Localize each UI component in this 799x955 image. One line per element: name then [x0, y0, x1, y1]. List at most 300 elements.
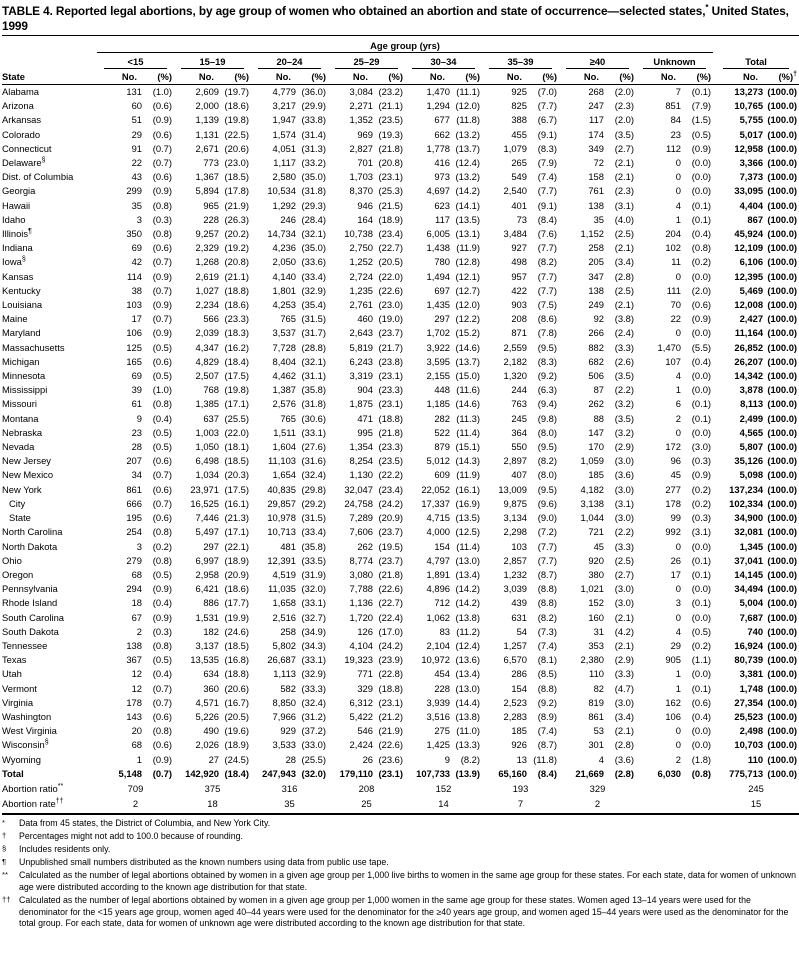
- pct-cell: (17.0): [378, 625, 403, 637]
- footnote-text: Percentages might not add to 100.0 because of rounding.: [19, 831, 243, 842]
- no-cell: 110: [589, 668, 604, 680]
- no-cell: 2,671: [195, 142, 219, 154]
- no-cell: 5,098: [739, 469, 764, 481]
- no-cell: 54: [516, 625, 527, 637]
- no-cell: 1: [136, 753, 142, 765]
- table-header: [2, 36, 799, 85]
- no-cell: 367: [126, 654, 142, 666]
- no-cell: 460: [357, 313, 373, 325]
- pct-cell: (21.1): [224, 270, 249, 282]
- pct-cell: (2.1): [614, 171, 634, 183]
- no-cell: 4,519: [272, 568, 296, 580]
- pct-cell: (37.2): [301, 725, 326, 737]
- pct-cell: (0.9): [152, 583, 172, 595]
- table-row: [2, 241, 799, 255]
- pct-cell: (0.0): [691, 668, 712, 680]
- no-cell: 439: [511, 597, 527, 609]
- no-cell: 28: [131, 441, 142, 453]
- pct-cell: (8.3): [537, 355, 557, 367]
- no-cell: 40,835: [267, 483, 296, 495]
- pct-column-header: (%): [373, 69, 405, 85]
- no-cell: 995: [357, 426, 373, 438]
- pct-cell: (3.1): [614, 497, 634, 509]
- no-cell: 22: [131, 157, 142, 169]
- no-cell: 1: [675, 668, 681, 680]
- pct-cell: (9.5): [537, 341, 557, 353]
- pct-cell: (8.4): [537, 767, 557, 779]
- pct-cell: (33.8): [301, 114, 326, 126]
- no-cell: 1,232: [503, 568, 527, 580]
- no-cell: 28: [285, 753, 296, 765]
- pct-cell: (0.1): [691, 86, 712, 97]
- table-row: [2, 412, 799, 426]
- no-cell: 0: [675, 185, 681, 197]
- no-cell: 4: [675, 625, 681, 637]
- no-column-header: No.: [559, 69, 604, 85]
- pct-cell: (3.2): [614, 398, 634, 410]
- no-cell: 245: [511, 412, 527, 424]
- pct-cell: (0.2): [691, 483, 712, 495]
- no-cell: 773: [203, 157, 219, 169]
- pct-cell: (23.9): [378, 654, 403, 666]
- pct-cell: (100.0): [767, 654, 798, 666]
- no-cell: 17: [131, 313, 142, 325]
- pct-cell: (23.2): [378, 86, 403, 97]
- pct-cell: (0.7): [152, 469, 172, 481]
- no-cell: 34,900: [734, 512, 764, 524]
- table-row: [2, 511, 799, 525]
- pct-cell: (32.9): [301, 668, 326, 680]
- pct-cell: (17.8): [224, 185, 249, 197]
- no-cell: 80,739: [734, 654, 764, 666]
- table-row: [2, 710, 799, 724]
- pct-cell: (7.7): [537, 284, 557, 296]
- table-row: [2, 454, 799, 468]
- pct-cell: (0.5): [152, 341, 172, 353]
- no-cell: 1,131: [195, 128, 219, 140]
- pct-cell: (7.3): [537, 625, 557, 637]
- pct-cell: (0.0): [691, 157, 712, 169]
- pct-cell: (0.1): [691, 682, 712, 694]
- no-cell: 6,030: [657, 767, 681, 779]
- pct-cell: (2.2): [614, 384, 634, 396]
- no-cell: 69: [131, 370, 142, 382]
- pct-cell: (2.5): [614, 284, 634, 296]
- pct-cell: (18.5): [224, 455, 249, 467]
- pct-cell: (23.1): [378, 370, 403, 382]
- pct-cell: (31.5): [301, 512, 326, 524]
- summary-footnote-marker: ††: [55, 797, 64, 805]
- footnote: [2, 844, 797, 856]
- no-cell: 2,298: [503, 526, 527, 538]
- no-cell: 1,044: [580, 512, 604, 524]
- pct-cell: (7.4): [537, 171, 557, 183]
- no-cell: 228: [203, 213, 219, 225]
- pct-cell: (8.6): [537, 313, 557, 325]
- no-cell: 29: [131, 128, 142, 140]
- pct-cell: (18.6): [224, 299, 249, 311]
- state-cell: Tennessee: [2, 639, 48, 651]
- no-cell: 1,511: [273, 426, 296, 438]
- no-cell: 83: [439, 625, 450, 637]
- pct-cell: (1.0): [152, 86, 172, 97]
- no-cell: 0: [675, 426, 681, 438]
- pct-cell: (20.2): [224, 228, 249, 240]
- no-cell: 16,924: [734, 639, 764, 651]
- no-cell: 481: [280, 540, 296, 552]
- pct-cell: (9.1): [537, 199, 557, 211]
- no-cell: 279: [126, 554, 142, 566]
- no-cell: 380: [588, 568, 604, 580]
- state-cell: Kentucky: [2, 284, 41, 296]
- table-row: [2, 667, 799, 681]
- pct-cell: (8.8): [537, 583, 557, 595]
- no-cell: 3,516: [426, 710, 450, 722]
- pct-column-header: (%)†: [763, 69, 799, 85]
- no-cell: 1,470: [657, 341, 681, 353]
- no-cell: 9: [444, 753, 450, 765]
- state-cell: West Virginia: [2, 725, 57, 737]
- no-cell: 867: [747, 213, 764, 225]
- footnotes: [2, 818, 797, 930]
- no-cell: 1,425: [426, 739, 450, 751]
- pct-cell: (28.4): [301, 213, 326, 225]
- no-cell: 1,079: [503, 142, 527, 154]
- summary-value-cell: 35: [251, 796, 328, 814]
- summary-value-cell: 375: [204, 782, 221, 794]
- pct-cell: (3.0): [614, 597, 634, 609]
- pct-cell: (14.1): [455, 199, 480, 211]
- pct-cell: (0.5): [152, 568, 172, 580]
- pct-cell: (23.0): [378, 299, 403, 311]
- summary-value-cell: 193: [512, 782, 529, 794]
- state-cell: New Jersey: [2, 455, 51, 467]
- pct-cell: (0.1): [691, 412, 712, 424]
- no-cell: 2,039: [195, 327, 219, 339]
- table-row: [2, 767, 799, 781]
- pct-cell: (0.2): [691, 497, 712, 509]
- no-cell: 5,004: [739, 597, 764, 609]
- pct-cell: (16.1): [455, 483, 480, 495]
- pct-cell: (100.0): [767, 128, 798, 140]
- table-row: [2, 554, 799, 568]
- pct-cell: (100.0): [767, 157, 798, 169]
- pct-cell: (0.7): [152, 284, 172, 296]
- pct-cell: (21.2): [378, 710, 403, 722]
- pct-cell: (18.9): [224, 554, 249, 566]
- state-footnote-marker: §: [21, 256, 26, 264]
- pct-cell: (22.7): [378, 242, 403, 254]
- state-cell: Maryland: [2, 327, 41, 339]
- no-cell: 2,580: [272, 171, 296, 183]
- table-row: [2, 440, 799, 454]
- pct-cell: (21.9): [378, 725, 403, 737]
- pct-cell: (0.7): [152, 682, 172, 694]
- no-cell: 182: [203, 625, 219, 637]
- no-cell: 84: [670, 114, 681, 126]
- no-cell: 4,896: [426, 583, 450, 595]
- table-row: [2, 312, 799, 326]
- no-cell: 1,778: [426, 142, 450, 154]
- pct-cell: (13.9): [455, 767, 480, 779]
- no-cell: 1: [675, 384, 681, 396]
- no-cell: 7,446: [195, 512, 219, 524]
- no-cell: 4,182: [580, 483, 604, 495]
- pct-cell: (13.2): [455, 128, 480, 140]
- no-cell: 3,137: [195, 639, 219, 651]
- no-cell: 249: [588, 299, 604, 311]
- no-cell: 416: [434, 157, 450, 169]
- no-cell: 12,395: [734, 270, 764, 282]
- no-cell: 712: [434, 597, 450, 609]
- pct-footnote-marker: †: [793, 70, 798, 78]
- no-cell: 162: [665, 696, 681, 708]
- no-cell: 349: [588, 142, 604, 154]
- pct-cell: (8.7): [537, 568, 557, 580]
- no-cell: 207: [126, 455, 142, 467]
- pct-cell: (0.5): [152, 654, 172, 666]
- pct-cell: (16.8): [224, 654, 249, 666]
- pct-cell: (21.8): [378, 426, 403, 438]
- pct-cell: (11.6): [456, 384, 480, 396]
- table-row: [2, 355, 799, 369]
- no-cell: 3,595: [426, 355, 450, 367]
- pct-cell: (21.3): [224, 512, 249, 524]
- no-cell: 268: [588, 86, 604, 97]
- no-cell: 7,788: [349, 583, 373, 595]
- pct-cell: (20.8): [224, 256, 249, 268]
- table-title-tail: United States, 1999: [2, 4, 789, 33]
- pct-cell: (19.0): [378, 313, 403, 325]
- no-column-header: No.: [174, 69, 219, 85]
- pct-cell: (13.7): [455, 142, 480, 154]
- pct-cell: (20.6): [224, 682, 249, 694]
- state-cell: South Carolina: [2, 611, 65, 623]
- no-cell: 3: [136, 540, 142, 552]
- pct-cell: (100.0): [767, 398, 798, 410]
- no-cell: 9,257: [195, 228, 219, 240]
- no-cell: 637: [203, 412, 219, 424]
- no-cell: 2: [136, 625, 142, 637]
- no-cell: 23,971: [190, 483, 219, 495]
- no-cell: 3,084: [349, 86, 373, 97]
- pct-cell: (17.5): [224, 370, 249, 382]
- summary-value-cell: 208: [358, 782, 375, 794]
- table-row: [2, 753, 799, 767]
- header-row-groups: [2, 53, 799, 70]
- no-cell: 677: [434, 114, 450, 126]
- no-cell: 11,164: [734, 327, 764, 339]
- pct-cell: (16.7): [224, 696, 249, 708]
- no-cell: 8,254: [349, 455, 373, 467]
- no-cell: 1,438: [426, 242, 450, 254]
- pct-cell: (33.4): [301, 270, 326, 282]
- no-cell: 929: [280, 725, 296, 737]
- state-cell: Minnesota: [2, 370, 46, 382]
- pct-cell: (24.6): [224, 625, 249, 637]
- no-cell: 879: [434, 441, 450, 453]
- pct-cell: (33.1): [301, 654, 326, 666]
- no-cell: 780: [434, 256, 450, 268]
- no-column-header: No.: [328, 69, 373, 85]
- footnote: [2, 870, 797, 893]
- pct-cell: (100.0): [767, 412, 798, 424]
- table-row: [2, 582, 799, 596]
- pct-cell: (0.0): [691, 611, 712, 623]
- pct-cell: (29.3): [301, 199, 326, 211]
- pct-cell: (35.0): [301, 242, 326, 254]
- table-row: [2, 483, 799, 497]
- summary-value-cell: 7: [482, 796, 559, 814]
- no-cell: 3,080: [349, 568, 373, 580]
- no-cell: 2,827: [349, 142, 373, 154]
- no-cell: 2: [675, 753, 681, 765]
- no-cell: 861: [588, 710, 604, 722]
- no-cell: 72: [593, 157, 604, 169]
- pct-cell: (3.3): [614, 668, 634, 680]
- pct-cell: (12.8): [455, 256, 480, 268]
- state-cell: Vermont: [2, 682, 37, 694]
- no-cell: 506: [588, 370, 604, 382]
- pct-cell: (0.8): [152, 639, 172, 651]
- pct-cell: (18.5): [224, 639, 249, 651]
- pct-cell: (22.6): [378, 284, 403, 296]
- pct-cell: (32.4): [301, 469, 326, 481]
- no-cell: 7,687: [739, 611, 764, 623]
- pct-cell: (7.9): [691, 100, 712, 112]
- no-cell: 1,604: [272, 441, 296, 453]
- column-group-label: 15–19: [181, 53, 244, 69]
- pct-cell: (7.7): [537, 554, 557, 566]
- pct-cell: (0.7): [152, 157, 172, 169]
- no-cell: 87: [593, 384, 604, 396]
- no-cell: 490: [203, 725, 219, 737]
- no-column-header: No.: [713, 69, 763, 85]
- pct-cell: (100.0): [767, 256, 798, 268]
- no-cell: 299: [126, 185, 142, 197]
- pct-cell: (0.9): [691, 469, 712, 481]
- state-cell: Michigan: [2, 355, 40, 367]
- no-cell: 623: [434, 199, 450, 211]
- no-cell: 154: [511, 682, 527, 694]
- no-cell: 2,000: [195, 100, 219, 112]
- no-cell: 4,404: [739, 199, 764, 211]
- footnote-marker: §: [2, 844, 7, 854]
- pct-cell: (4.7): [614, 682, 634, 694]
- state-cell: Delaware§: [2, 156, 46, 169]
- no-cell: 401: [511, 199, 527, 211]
- pct-cell: (7.4): [537, 639, 557, 651]
- state-footnote-marker: §: [44, 739, 49, 747]
- state-cell: Alabama: [2, 86, 40, 97]
- no-cell: 3,537: [272, 327, 296, 339]
- no-cell: 14,145: [734, 568, 764, 580]
- no-cell: 23: [670, 128, 681, 140]
- no-cell: 1,875: [349, 398, 373, 410]
- no-cell: 1,367: [195, 171, 219, 183]
- pct-cell: (33.5): [301, 554, 326, 566]
- no-cell: 12,008: [734, 299, 764, 311]
- pct-cell: (0.4): [691, 355, 712, 367]
- no-cell: 969: [357, 128, 373, 140]
- pct-cell: (8.0): [537, 426, 557, 438]
- no-cell: 2,559: [503, 341, 527, 353]
- no-cell: 142,920: [185, 767, 219, 779]
- pct-cell: (0.6): [691, 696, 712, 708]
- pct-cell: (0.5): [152, 426, 172, 438]
- pct-cell: (2.3): [614, 185, 634, 197]
- no-cell: 13,009: [498, 483, 527, 495]
- pct-cell: (0.8): [691, 767, 712, 779]
- no-cell: 6,243: [349, 355, 373, 367]
- no-cell: 819: [588, 696, 604, 708]
- pct-column-header: (%): [527, 69, 559, 85]
- pct-cell: (100.0): [767, 313, 798, 325]
- no-cell: 114: [127, 270, 142, 282]
- pct-cell: (100.0): [767, 355, 798, 367]
- pct-column-header: (%): [296, 69, 328, 85]
- no-cell: 925: [511, 86, 527, 97]
- no-cell: 2,619: [195, 270, 219, 282]
- footnote: [2, 818, 797, 830]
- no-cell: 0: [675, 157, 681, 169]
- no-cell: 246: [280, 213, 296, 225]
- no-cell: 53: [593, 725, 604, 737]
- column-group-2024: [251, 53, 328, 70]
- no-cell: 2,104: [426, 639, 450, 651]
- summary-footnote-marker: **: [57, 782, 64, 790]
- state-cell: Montana: [2, 412, 39, 424]
- no-cell: 1,152: [580, 228, 604, 240]
- pct-cell: (8.2): [460, 753, 480, 765]
- pct-column-header: (%): [142, 69, 174, 85]
- no-cell: 111: [666, 284, 681, 296]
- table-row: [2, 383, 799, 397]
- column-group-label: 25–29: [335, 53, 398, 69]
- footnote-text: Includes residents only.: [19, 844, 111, 855]
- no-cell: 1,703: [349, 171, 373, 183]
- pct-cell: (32.7): [301, 611, 326, 623]
- state-cell: Indiana: [2, 242, 33, 254]
- pct-cell: (100.0): [767, 284, 798, 296]
- no-cell: 1: [675, 213, 681, 225]
- no-cell: 32,047: [344, 483, 373, 495]
- no-cell: 195: [126, 512, 142, 524]
- pct-cell: (18.6): [224, 100, 249, 112]
- summary-value-cell: 14: [405, 796, 482, 814]
- pct-cell: (31.8): [301, 185, 326, 197]
- no-cell: 1,891: [426, 568, 450, 580]
- pct-cell: (23.1): [378, 767, 403, 779]
- state-cell: North Dakota: [2, 540, 58, 552]
- pct-cell: (100.0): [767, 682, 798, 694]
- table-row: [2, 284, 799, 298]
- no-cell: 35: [593, 213, 604, 225]
- no-cell: 2,540: [503, 185, 527, 197]
- pct-cell: (4.0): [614, 213, 634, 225]
- state-cell: Hawaii: [2, 199, 31, 211]
- no-cell: 871: [511, 327, 527, 339]
- no-cell: 946: [357, 199, 373, 211]
- table-row: [2, 596, 799, 610]
- no-cell: 631: [511, 611, 527, 623]
- pct-cell: (8.8): [537, 597, 557, 609]
- no-cell: 10,972: [421, 654, 450, 666]
- no-cell: 1,136: [349, 597, 373, 609]
- pct-cell: (100.0): [767, 270, 798, 282]
- table-row: [2, 426, 799, 440]
- pct-cell: (0.7): [152, 142, 172, 154]
